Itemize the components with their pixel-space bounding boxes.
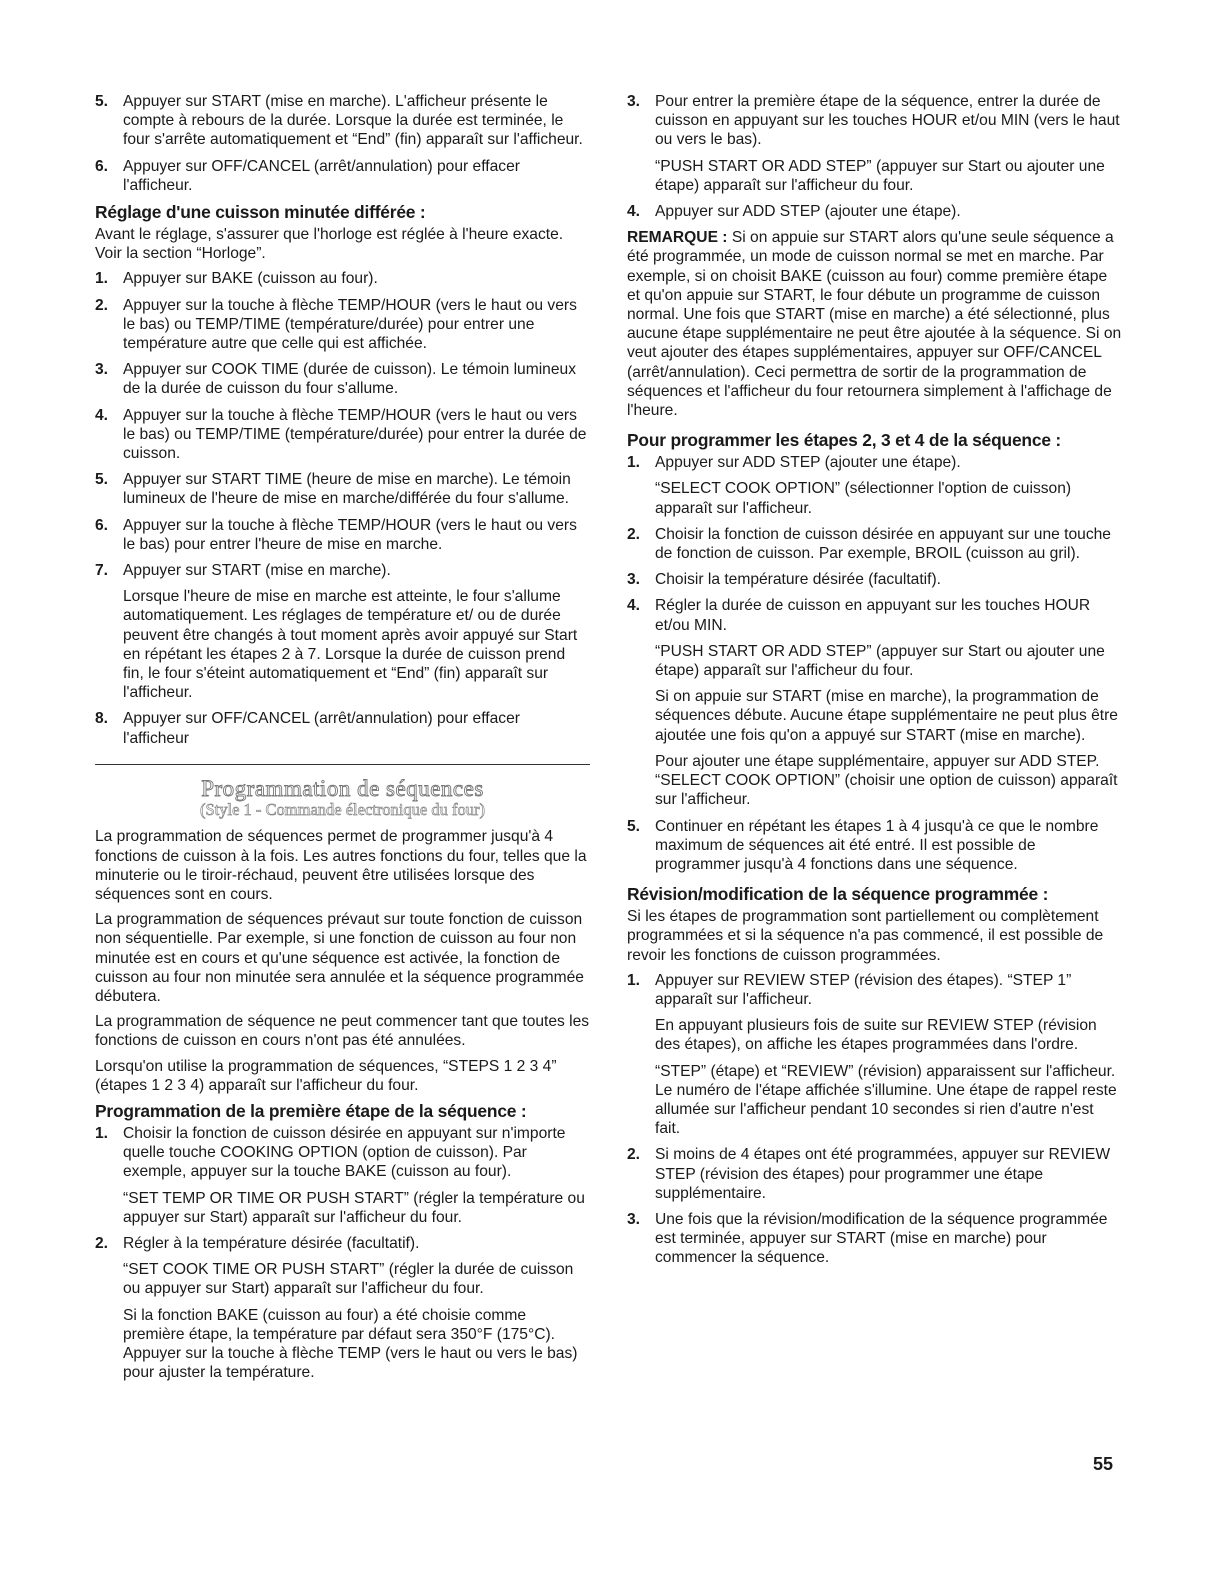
list-item <box>95 1234 590 1382</box>
note-label: REMARQUE : <box>627 229 728 247</box>
step-body <box>123 561 590 702</box>
step-body <box>123 470 590 508</box>
steps-234-list <box>627 453 1122 874</box>
steps-234-heading: Pour programmer les étapes 2, 3 et 4 de la séquence : <box>627 430 1062 451</box>
step-text: “PUSH START OR ADD STEP” (appuyer sur Start ou ajouter une étape) apparaît sur l'afficheur du four. <box>655 157 1105 194</box>
step-text: Appuyer sur COOK TIME (durée de cuisson). Le témoin lumineux de la durée de cuisson du four s'allume. <box>123 361 576 398</box>
step-body <box>123 1124 590 1227</box>
step-number: 5. <box>95 471 109 489</box>
step-body <box>123 296 590 354</box>
step-body <box>655 817 1122 875</box>
list-item <box>95 406 590 464</box>
step-text: Appuyer sur START (mise en marche). L'afficheur présente le compte à rebours de la durée. Lorsque la durée est terminée, le four s'arrête automatiquement et “End” (fin) apparaît sur l'afficheur. <box>123 93 583 149</box>
step-text: En appuyant plusieurs fois de suite sur REVIEW STEP (révision des étapes), on affiche les étapes programmées dans l'ordre. <box>655 1017 1097 1054</box>
first-step-list <box>95 1124 590 1382</box>
section-divider <box>95 764 590 765</box>
step-number: 2. <box>627 525 641 543</box>
step-number: 7. <box>95 562 109 580</box>
step-number: 8. <box>95 710 109 728</box>
step-number: 3. <box>95 361 109 379</box>
step-body <box>655 525 1122 563</box>
step-number: 2. <box>95 296 109 314</box>
step-text: “PUSH START OR ADD STEP” (appuyer sur Start ou ajouter une étape) apparaît sur l'afficheur du four. <box>655 642 1105 680</box>
step-text: Choisir la température désirée (facultatif). <box>655 571 942 589</box>
list-item <box>627 202 1122 221</box>
step-text: Régler à la température désirée (facultatif). <box>123 1234 420 1252</box>
list-item <box>627 596 1122 809</box>
step-text: Continuer en répétant les étapes 1 à 4 jusqu'à ce que le nombre maximum de séquences ait été entré. Il est possible de programmer jusqu'à 4 fonctions dans une séquence. <box>655 817 1099 873</box>
list-item <box>627 92 1122 195</box>
list-item <box>95 1124 590 1227</box>
sequence-programming-subtitle: (Style 1 - Commande électronique du four) <box>199 800 485 820</box>
step-text: Pour ajouter une étape supplémentaire, appuyer sur ADD STEP. “SELECT COOK OPTION” (choisir une option de cuisson) apparaît sur l'afficheur. <box>655 752 1118 809</box>
list-item <box>95 92 590 150</box>
step-text: Appuyer sur ADD STEP (ajouter une étape). <box>655 203 961 221</box>
step-body <box>655 570 1122 589</box>
sequence-programming-intro <box>95 827 590 1095</box>
step-text: Appuyer sur ADD STEP (ajouter une étape). <box>655 454 961 472</box>
step-number: 1. <box>627 971 641 989</box>
step-text: Appuyer sur BAKE (cuisson au four). <box>123 270 378 288</box>
step-number: 1. <box>627 454 641 472</box>
right-column <box>627 92 1122 1275</box>
note-text: Si on appuie sur START alors qu'une seule séquence a été programmée, un mode de cuisson normal se met en marche. Par exemple, si on choisit BAKE (cuisson au four) comme première étape et qu'on appuie sur START, le four débute un programme de cuisson normal. Une fois que START (mise en marche) a été sélectionné, plus aucune étape supplémentaire ne peut être ajoutée à la séquence. Si on veut ajouter des étapes supplémentaires, appuyer sur OFF/CANCEL (arrêt/annulation). Ceci permettra de sortir de la programmation de séquences et l'afficheur du four retournera simplement à l'affichage de l'heure. <box>627 229 1122 420</box>
step-body <box>655 453 1122 518</box>
step-number: 4. <box>627 597 641 615</box>
sequence-programming-title: Programmation de séquences <box>201 775 484 801</box>
step-text: Appuyer sur REVIEW STEP (révision des étapes). “STEP 1” apparaît sur l'afficheur. <box>655 971 1072 1008</box>
step-body <box>123 269 590 288</box>
list-item <box>95 296 590 354</box>
step-text: Choisir la fonction de cuisson désirée en appuyant sur une touche de fonction de cuisson. Par exemple, BROIL (cuisson au gril). <box>655 525 1111 563</box>
step-text: Si la fonction BAKE (cuisson au four) a été choisie comme première étape, la température par défaut sera 350°F (175°C). Appuyer sur la touche à flèche TEMP (vers le haut ou vers le bas) pour ajuster la température. <box>123 1306 578 1382</box>
step-number: 2. <box>95 1234 109 1252</box>
step-number: 4. <box>627 203 641 221</box>
step-body <box>655 971 1122 1139</box>
list-item <box>627 1210 1122 1268</box>
step-body <box>123 92 590 150</box>
review-intro: Si les étapes de programmation sont partiellement ou complètement programmées et si la séquence n'a pas commencé, il est possible de revoir les fonctions de cuisson programmées. <box>627 908 1104 964</box>
step-text: Lorsque l'heure de mise en marche est atteinte, le four s'allume automatiquement. Les réglages de température et/ ou de durée peuvent être changés à tout moment après avoir appuyé sur Start en répétant les étapes 2 à 7. Lorsque la durée de cuisson prend fin, le four s'éteint automatiquement et “End” (fin) apparaît sur l'afficheur. <box>123 588 578 702</box>
step-body <box>655 92 1122 195</box>
review-steps-list <box>627 971 1122 1268</box>
step-number: 6. <box>95 516 109 534</box>
step-number: 2. <box>627 1146 641 1164</box>
step-text: Appuyer sur la touche à flèche TEMP/HOUR (vers le haut ou vers le bas) ou TEMP/TIME (température/durée) pour entrer une température autre que celle qui est affichée. <box>123 296 577 353</box>
oven-steps-list-continued <box>95 92 590 195</box>
step-text: Appuyer sur OFF/CANCEL (arrêt/annulation) pour effacer l'afficheur. <box>123 157 520 194</box>
page-number: 55 <box>1093 1454 1114 1474</box>
step-body <box>123 360 590 398</box>
step-text: Appuyer sur la touche à flèche TEMP/HOUR (vers le haut ou vers le bas) ou TEMP/TIME (température/durée) pour entrer la durée de cuisson. <box>123 406 587 463</box>
list-item <box>95 516 590 554</box>
step-number: 4. <box>95 406 109 424</box>
step-text: Une fois que la révision/modification de la séquence programmée est terminée, appuyer sur START (mise en marche) pour commencer la séquence. <box>655 1210 1108 1267</box>
delayed-timed-cooking-steps <box>95 269 590 747</box>
list-item <box>627 570 1122 589</box>
step-text: Choisir la fonction de cuisson désirée en appuyant sur n'importe quelle touche COOKING OPTION (option de cuisson). Par exemple, appuyer sur la touche BAKE (cuisson au four). <box>123 1124 566 1181</box>
step-body <box>123 157 590 195</box>
step-number: 6. <box>95 157 109 175</box>
step-text: Régler la durée de cuisson en appuyant sur les touches HOUR et/ou MIN. <box>655 597 1091 634</box>
step-body <box>655 1145 1122 1203</box>
step-text: “STEP” (étape) et “REVIEW” (révision) apparaissent sur l'afficheur. Le numéro de l'étape affichée s'illumine. Une étape de rappel reste allumée sur l'afficheur pendant 10 secondes si rien d'autre n'est fait. <box>655 1062 1117 1138</box>
step-body <box>123 709 590 747</box>
step-text: Appuyer sur START (mise en marche). <box>123 562 391 580</box>
list-item <box>95 269 590 288</box>
step-body <box>655 596 1122 809</box>
step-number: 3. <box>627 93 641 110</box>
list-item <box>95 561 590 702</box>
step-number: 3. <box>627 1210 641 1228</box>
left-column <box>95 92 590 1389</box>
review-heading: Révision/modification de la séquence programmée : <box>627 884 1049 905</box>
list-item <box>95 157 590 195</box>
list-item <box>627 971 1122 1139</box>
first-step-list-continued <box>627 92 1122 221</box>
step-number: 3. <box>627 571 641 589</box>
first-step-heading: Programmation de la première étape de la séquence : <box>95 1100 527 1121</box>
delayed-timed-cooking-heading: Réglage d'une cuisson minutée différée : <box>95 202 426 223</box>
step-text: Si moins de 4 étapes ont été programmées, appuyer sur REVIEW STEP (révision des étapes) pour programmer une étape supplémentaire. <box>655 1146 1111 1202</box>
step-number: 1. <box>95 1124 109 1142</box>
step-body <box>123 516 590 554</box>
step-text: Appuyer sur la touche à flèche TEMP/HOUR (vers le haut ou vers le bas) pour entrer l'heure de mise en marche. <box>123 516 577 553</box>
list-item <box>627 1145 1122 1203</box>
list-item <box>95 709 590 747</box>
paragraph: La programmation de séquence ne peut commencer tant que toutes les fonctions de cuisson en cours n'ont pas été annulées. <box>95 1013 590 1050</box>
step-body <box>655 202 1122 221</box>
step-number: 1. <box>95 270 109 288</box>
note-paragraph <box>627 228 1122 420</box>
list-item <box>627 453 1122 518</box>
step-body <box>123 406 590 464</box>
step-body <box>123 1234 590 1382</box>
step-text: Appuyer sur OFF/CANCEL (arrêt/annulation) pour effacer l'afficheur <box>123 710 520 747</box>
list-item <box>627 525 1122 563</box>
list-item <box>95 470 590 508</box>
step-text: “SET COOK TIME OR PUSH START” (régler la durée de cuisson ou appuyer sur Start) apparaît sur l'afficheur du four. <box>123 1261 574 1298</box>
step-number: 5. <box>95 93 109 110</box>
paragraph: La programmation de séquences prévaut sur toute fonction de cuisson non séquentielle. Par exemple, si une fonction de cuisson au four non minutée est en cours et qu'une séquence est activée, la fonction de cuisson au four non minutée sera annulée et la séquence programmée débutera. <box>95 911 584 1005</box>
paragraph: Lorsqu'on utilise la programmation de séquences, “STEPS 1 2 3 4” (étapes 1 2 3 4) apparaît sur l'afficheur du four. <box>95 1057 557 1094</box>
step-text: “SET TEMP OR TIME OR PUSH START” (régler la température ou appuyer sur Start) apparaît sur l'afficheur du four. <box>123 1189 585 1226</box>
step-text: Appuyer sur START TIME (heure de mise en marche). Le témoin lumineux de l'heure de mise en marche/différée du four s'allume. <box>123 471 571 508</box>
step-text: Pour entrer la première étape de la séquence, entrer la durée de cuisson en appuyant sur les touches HOUR et/ou MIN (vers le haut ou vers le bas). <box>655 93 1120 149</box>
step-body <box>655 1210 1122 1268</box>
delayed-timed-cooking-intro: Avant le réglage, s'assurer que l'horloge est réglée à l'heure exacte. Voir la section “Horloge”. <box>95 226 564 263</box>
step-text: “SELECT COOK OPTION” (sélectionner l'option de cuisson) apparaît sur l'afficheur. <box>655 480 1072 517</box>
step-text: Si on appuie sur START (mise en marche), la programmation de séquences débute. Aucune étape supplémentaire ne peut plus être ajoutée une fois qu'on a appuyé sur START (mise en marche). <box>655 688 1118 744</box>
list-item <box>627 817 1122 875</box>
list-item <box>95 360 590 398</box>
step-number: 5. <box>627 817 641 835</box>
paragraph: La programmation de séquences permet de programmer jusqu'à 4 fonctions de cuisson à la fois. Les autres fonctions du four, telles que la minuterie ou le tiroir-réchaud, peuvent être utilisées lorsque des séquences sont en cours. <box>95 828 587 903</box>
